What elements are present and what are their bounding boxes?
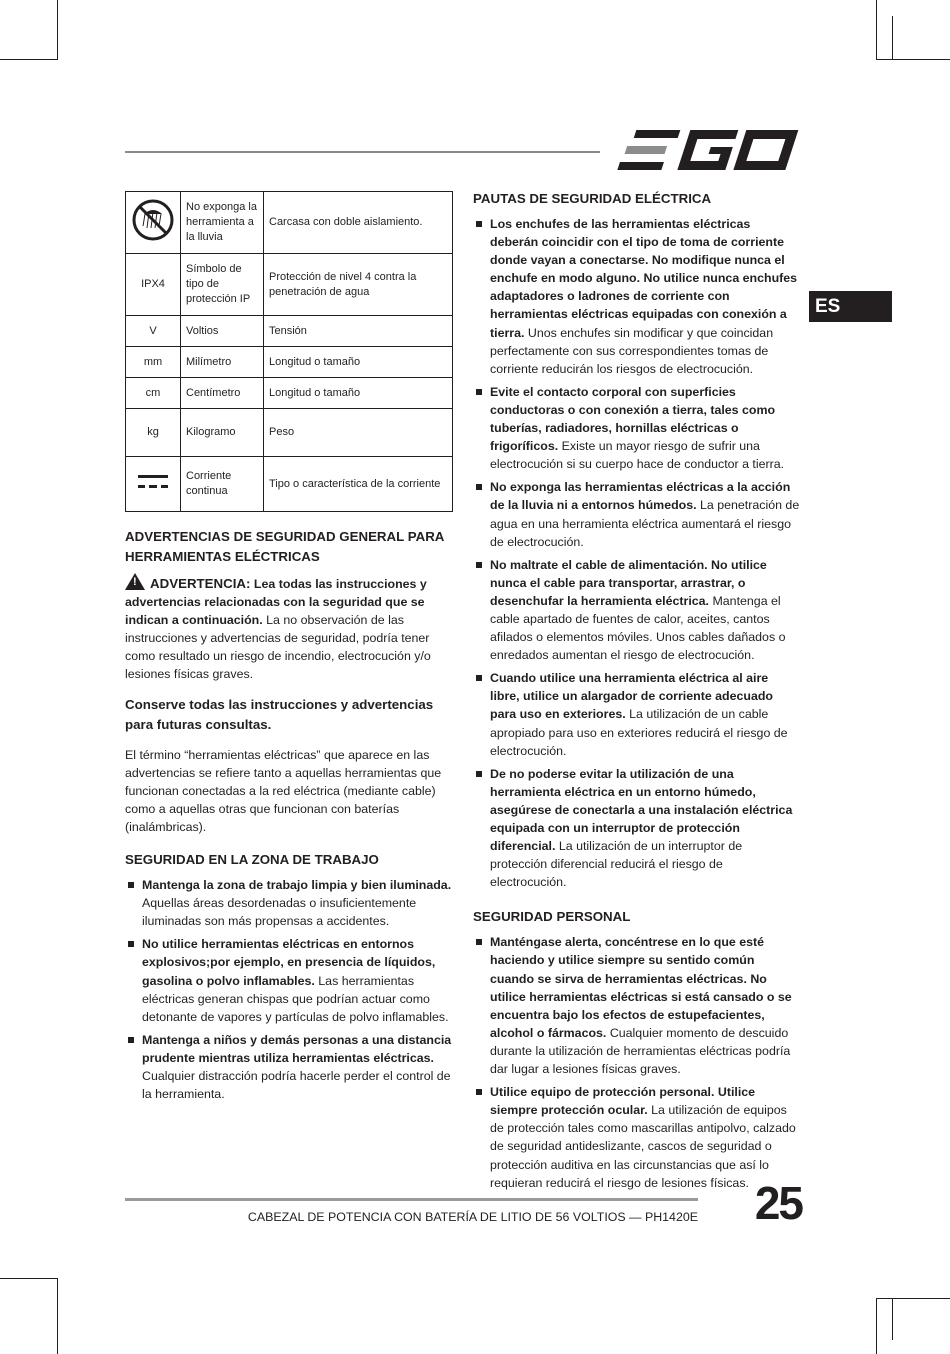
symbol-meaning-cell: Peso	[264, 409, 453, 457]
symbol-table-row	[126, 192, 453, 254]
personal-safety-list	[473, 933, 801, 1191]
symbol-text: kg	[147, 426, 159, 438]
footer-rule	[125, 1198, 698, 1201]
crop-mark	[892, 16, 893, 60]
list-item	[125, 1031, 454, 1103]
ego-logo	[617, 128, 799, 172]
page-number: 25	[754, 1177, 802, 1229]
symbol-meaning-cell: Carcasa con doble aislamiento.	[264, 192, 453, 254]
list-item	[473, 933, 801, 1078]
general-warnings-heading: ADVERTENCIAS DE SEGURIDAD GENERAL PARA HERRAMIENTAS ELÉCTRICAS	[125, 529, 444, 564]
crop-mark	[876, 1298, 877, 1354]
list-item-bold: No maltrate el cable de alimentación. No utilice nunca el cable para transportar, arrastrar, o desenchufar la herramienta eléctrica.	[490, 557, 767, 608]
list-item-text: La utilización de equipos de protección tales como mascarillas antipolvo, calzado de seguridad antideslizante, cascos de seguridad o protección auditiva en las circunstancias que así lo requieran reducirá el riesgo de lesiones físicas.	[490, 1103, 796, 1190]
list-item-text: Aquellas áreas desordenadas o insuficientemente iluminadas son más propensas a accidentes.	[142, 896, 417, 929]
warning-label: ADVERTENCIA:	[150, 576, 251, 591]
list-item-bold: Cuando utilice una herramienta eléctrica al aire libre, utilice un alargador de corriente adecuado para uso en exteriores.	[490, 671, 773, 722]
list-item-text: La penetración de agua en una herramienta eléctrica aumentará el riesgo de electrocución.	[490, 498, 800, 549]
list-item-bold: Manténgase alerta, concéntrese en lo que esté haciendo y utilice siempre su sentido común cuando se sirva de herramientas eléctricas. No utilice herramientas eléctricas si está cansado o se encuentra bajo los efectos de estupefacientes, alcohol o fármacos.	[490, 935, 792, 1040]
list-item-text: Unos enchufes sin modificar y que coincidan perfectamente con sus correspondientes tomas de corriente reducirán los riesgos de electrocución.	[490, 325, 774, 376]
symbol-text: cm	[145, 386, 161, 399]
symbol-cell	[126, 192, 181, 254]
list-item-bold: Utilice equipo de protección personal. Utilice siempre protección ocular.	[490, 1085, 756, 1118]
warning-icon	[125, 573, 145, 590]
list-item	[125, 935, 454, 1025]
symbol-table	[125, 191, 453, 512]
symbol-name-cell: Símbolo de tipo de protección IP	[181, 254, 264, 316]
list-item-bold: Evite el contacto corporal con superficies conductoras o con conexión a tierra, tales como tuberías, radiadores, hornillas eléctricas o frigoríficos.	[490, 384, 776, 454]
direct-current-icon	[136, 472, 170, 492]
electrical-safety-list	[473, 215, 801, 891]
list-item-text: La utilización de un cable apropiado para uso en exteriores reducirá el riesgo de electrocución.	[490, 707, 788, 758]
list-item	[473, 383, 801, 473]
symbol-cell	[126, 347, 181, 378]
right-column	[473, 189, 801, 1204]
list-item	[473, 556, 801, 665]
crop-mark	[876, 1298, 950, 1299]
symbol-cell	[126, 457, 181, 512]
symbol-text: IPX4	[141, 278, 165, 290]
list-item-bold: Mantenga a niños y demás personas a una distancia prudente mientras utiliza herramientas eléctricas.	[142, 1032, 452, 1065]
list-item	[125, 876, 454, 930]
list-item-bold: Mantenga la zona de trabajo limpia y bien iluminada.	[142, 878, 452, 893]
symbol-cell	[126, 409, 181, 457]
symbol-name-cell: Centímetro	[181, 378, 264, 409]
list-item	[473, 215, 801, 378]
crop-mark	[0, 1278, 58, 1279]
list-item	[473, 478, 801, 550]
crop-mark	[876, 0, 877, 60]
symbol-name-cell: No exponga la herramienta a la lluvia	[181, 192, 264, 254]
symbol-table-row	[126, 254, 453, 316]
list-item	[473, 765, 801, 892]
left-column	[125, 527, 454, 1115]
list-item	[473, 669, 801, 759]
symbol-name-cell: Milímetro	[181, 347, 264, 378]
list-item-bold: No utilice herramientas eléctricas en entornos explosivos;por ejemplo, en presencia de líquidos, gasolina o polvo inflamables.	[142, 937, 436, 988]
list-item-bold: De no poderse evitar la utilización de una herramienta eléctrica en un entorno húmedo, asegúrese de conectarla a una instalación eléctrica equipada con un interruptor de protección diferencial.	[490, 766, 793, 854]
crop-mark	[892, 1298, 893, 1340]
symbol-table-row	[126, 347, 453, 378]
symbol-cell	[126, 254, 181, 316]
term-paragraph: El término “herramientas eléctricas” que aparece en las advertencias se refiere tanto a aquellas herramientas que funcionan conectadas a la red eléctrica (mediante cable) como a aquellas otras que funcionan con baterías (inalámbricas).	[125, 747, 442, 834]
list-item-text: Las herramientas eléctricas generan chispas que podrían actuar como detonante de vapores y partículas de polvo inflamables.	[142, 973, 449, 1024]
list-item-text: Existe un mayor riesgo de sufrir una electrocución si su cuerpo hace de conductor a tierra.	[490, 439, 785, 472]
symbol-table-row	[126, 378, 453, 409]
list-item-text: La utilización de un interruptor de protección diferencial reducirá el riesgo de electrocución.	[490, 839, 743, 890]
symbol-name-cell: Kilogramo	[181, 409, 264, 457]
crop-mark	[0, 59, 58, 60]
symbol-text: mm	[143, 355, 163, 368]
warning-paragraph	[125, 573, 454, 684]
electrical-safety-heading: PAUTAS DE SEGURIDAD ELÉCTRICA	[473, 191, 712, 206]
symbol-cell	[126, 378, 181, 409]
crop-mark	[57, 0, 58, 60]
symbol-meaning-cell: Tipo o característica de la corriente	[264, 457, 453, 512]
crop-mark	[876, 59, 950, 60]
symbol-name-cell: Voltios	[181, 316, 264, 347]
symbol-text: V	[149, 324, 157, 337]
symbol-cell	[126, 316, 181, 347]
no-rain-icon	[131, 198, 175, 242]
symbol-meaning-cell: Longitud o tamaño	[264, 378, 453, 409]
language-tab: ES	[809, 291, 892, 322]
symbol-table-row	[126, 457, 453, 512]
keep-instructions-heading: Conserve todas las instrucciones y advertencias para futuras consultas.	[125, 696, 434, 732]
symbol-meaning-cell: Tensión	[264, 316, 453, 347]
footer-text: CABEZAL DE POTENCIA CON BATERÍA DE LITIO DE 56 VOLTIOS — PH1420E	[247, 1210, 698, 1224]
header-rule	[125, 151, 600, 153]
list-item-text: Mantenga el cable apartado de fuentes de calor, aceites, cantos afilados o elementos móviles. Unos cables dañados o enredados aumentan el riesgo de electrocución.	[490, 593, 786, 663]
work-area-list	[125, 876, 454, 1103]
work-area-heading: SEGURIDAD EN LA ZONA DE TRABAJO	[125, 852, 379, 868]
list-item-bold: Los enchufes de las herramientas eléctricas deberán coincidir con el tipo de toma de corriente donde vayan a conectarse. No modifique nunca el enchufe en modo alguno. No utilice nunca enchufes adaptadores o ladrones de corriente con herramientas eléctricas equipadas con conexión a tierra.	[490, 217, 798, 340]
crop-mark	[57, 1278, 58, 1354]
list-item-bold: No exponga las herramientas eléctricas a la acción de la lluvia ni a entornos húmedos.	[490, 480, 791, 513]
symbol-meaning-cell: Protección de nivel 4 contra la penetración de agua	[264, 254, 453, 316]
personal-safety-heading: SEGURIDAD PERSONAL	[473, 909, 631, 925]
list-item-text: Cualquier momento de descuido durante la utilización de herramientas eléctricas podría dar lugar a lesiones físicas graves.	[490, 1025, 791, 1077]
list-item-text: Cualquier distracción podría hacerle perder el control de la herramienta.	[142, 1068, 451, 1102]
warning-text: La no observación de las instrucciones y advertencias de seguridad, podría tener como resultado un riesgo de incendio, electrocución y/o lesiones físicas graves.	[125, 613, 431, 682]
symbol-name-cell: Corriente continua	[181, 457, 264, 512]
symbol-table-row	[126, 409, 453, 457]
warning-bold-text: Lea todas las instrucciones y advertencias relacionadas con la seguridad que se indican a continuación.	[125, 577, 427, 628]
symbol-meaning-cell: Longitud o tamaño	[264, 347, 453, 378]
symbol-table-row	[126, 316, 453, 347]
